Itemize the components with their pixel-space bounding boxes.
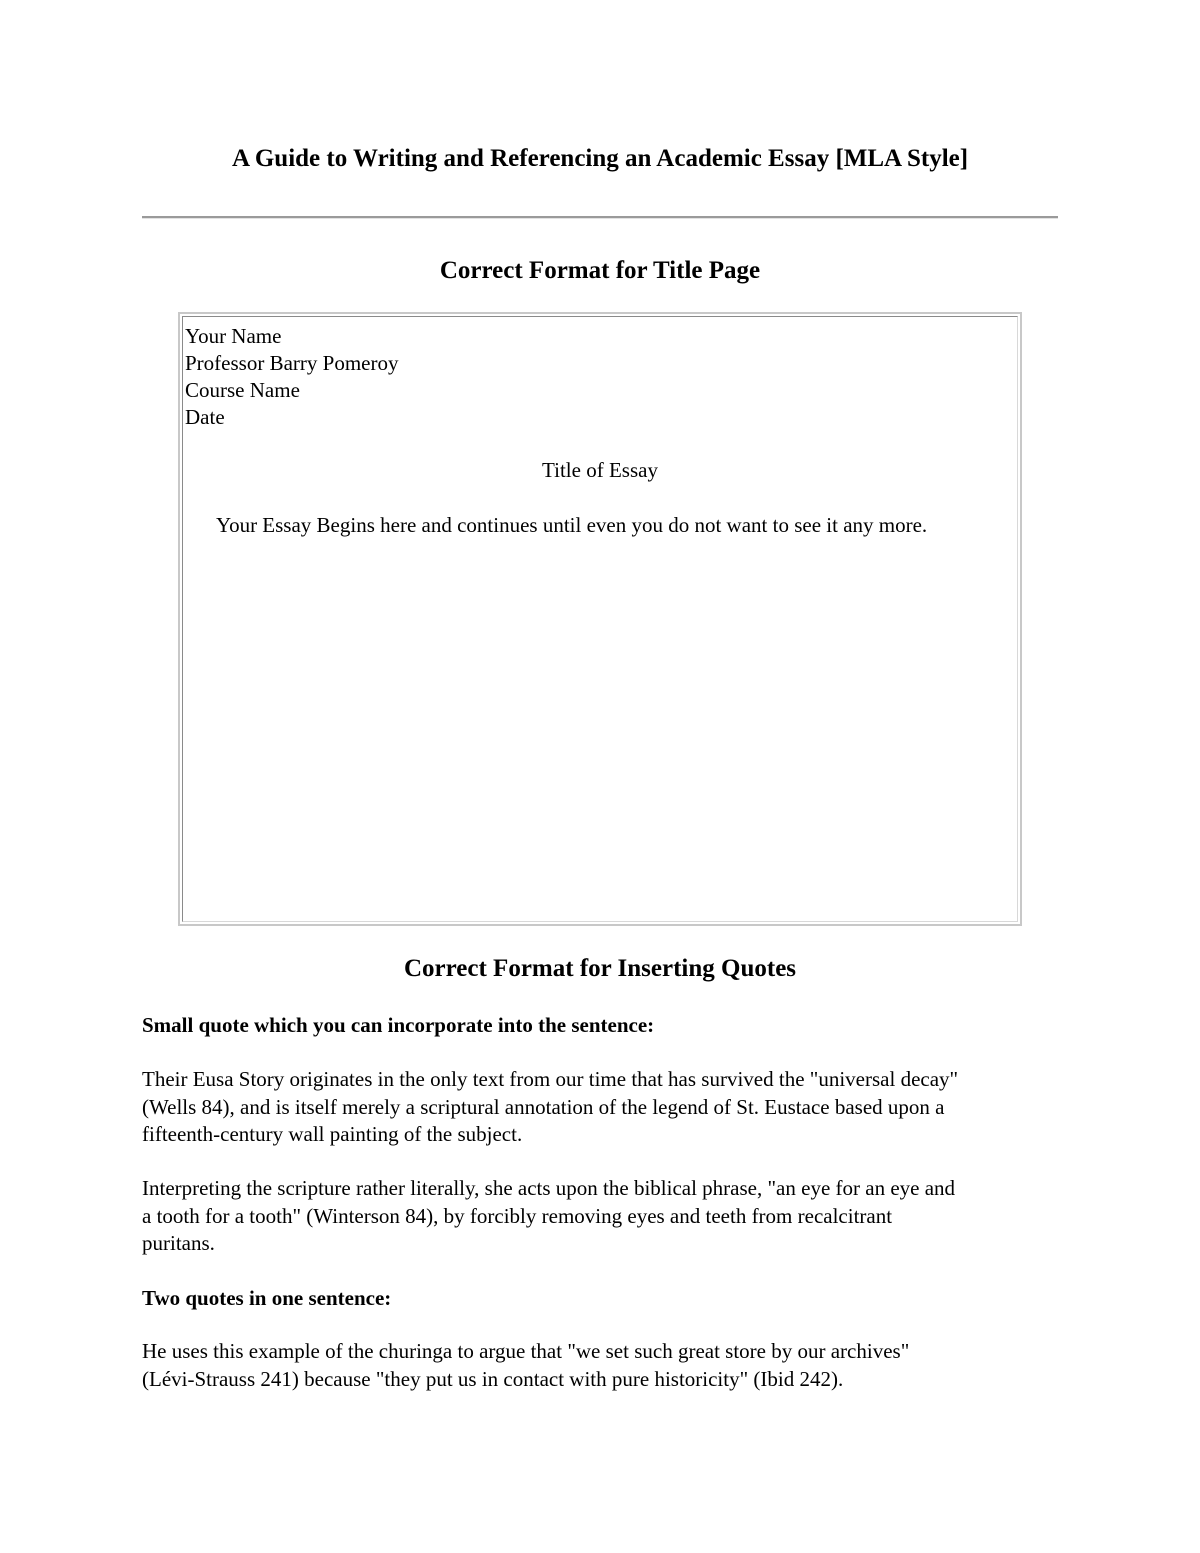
- document-title: A Guide to Writing and Referencing an Academic Essay [MLA Style]: [231, 145, 969, 172]
- two-quotes-heading: Two quotes in one sentence:: [142, 1286, 392, 1310]
- header-line-date: Date: [185, 405, 225, 429]
- quote-example-2-line: a tooth for a tooth" (Winterson 84), by forcibly removing eyes and teeth from recalcitrant: [142, 1203, 893, 1228]
- header-line-course: Course Name: [185, 378, 300, 402]
- quotes-heading: Correct Format for Inserting Quotes: [403, 955, 797, 982]
- essay-title: Title of Essay: [542, 458, 658, 482]
- title-page-example-box: [178, 312, 1022, 926]
- quote-example-1: [142, 1066, 1062, 1149]
- essay-start-text: Your Essay Begins here and continues until even you do not want to see it any more.: [216, 513, 928, 537]
- quote-example-3: [142, 1338, 1062, 1393]
- quote-example-1-line: (Wells 84), and is itself merely a scriptural annotation of the legend of St. Eustace based upon a: [142, 1094, 945, 1119]
- quote-example-1-line: Their Eusa Story originates in the only text from our time that has survived the "universal decay": [142, 1067, 959, 1091]
- title-page-example-inner: [182, 316, 1018, 922]
- quote-example-2: [142, 1175, 1062, 1258]
- title-page-heading: Correct Format for Title Page: [439, 257, 761, 284]
- quote-example-3-line: (Lévi-Strauss 241) because "they put us in contact with pure historicity" (Ibid 242).: [142, 1366, 844, 1391]
- quote-example-2-line: puritans.: [142, 1231, 215, 1255]
- quote-example-1-line: fifteenth-century wall painting of the subject.: [142, 1122, 523, 1146]
- horizontal-rule: [142, 216, 1058, 219]
- small-quote-heading: Small quote which you can incorporate into the sentence:: [142, 1013, 655, 1037]
- header-line-professor: Professor Barry Pomeroy: [185, 351, 399, 375]
- title-page-header-lines: [185, 323, 398, 431]
- quote-example-3-line: He uses this example of the churinga to argue that "we set such great store by our archives": [142, 1339, 910, 1363]
- quote-example-2-line: Interpreting the scripture rather literally, she acts upon the biblical phrase, "an eye for an eye and: [142, 1176, 956, 1200]
- header-line-name: Your Name: [185, 324, 282, 348]
